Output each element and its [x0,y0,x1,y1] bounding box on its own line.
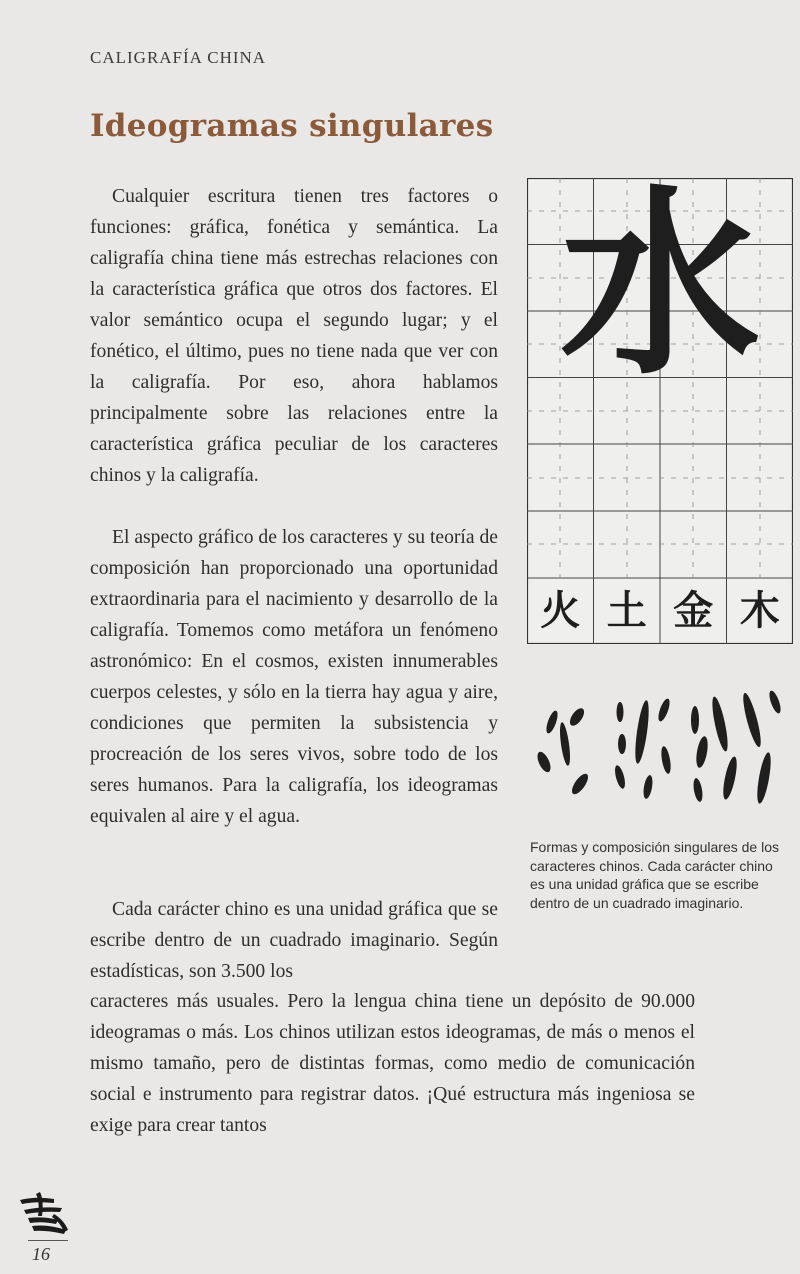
section-title: Ideogramas singulares [90,108,494,144]
element-character: 土 [606,588,647,634]
page-number-rule [28,1240,68,1241]
running-header: CALIGRAFÍA CHINA [90,48,267,67]
character-grid-figure [527,169,793,644]
page-number: 16 [32,1244,50,1264]
calligraphy-logo-icon [14,1190,74,1238]
element-character: 火 [540,588,581,634]
paragraph-3: Cada carácter chino es una unidad gráfica que se escribe dentro de un cuadrado imaginario. Según estadísticas, son 3.500 los [90,899,498,982]
paragraph-2: El aspecto gráfico de los caracteres y su teoría de composición han proporcionado una oportunidad extraordinaria para el nacimiento y desarrollo de la caligrafía. Tomemos como metáfora un fenómeno astronómico: En el cosmos, existen innumerables cuerpos celestes, y sólo en la tierra hay agua y aire, condiciones que permiten la subsistencia y procreación de los seres vivos, sobre todo de los seres humanos. Para la caligrafía, los ideogramas equivalen al aire y el agua. [90,527,498,827]
element-characters-row [527,578,793,644]
paragraph-1: Cualquier escritura tienen tres factores o funciones: gráfica, fonética y semántica. La caligrafía china tiene más estrechas relaciones con la característica gráfica que otros dos factores. El valor semántico ocupa el segundo lugar; y el fonético, el último, pues no tiene nada que ver con la caligrafía. Por eso, ahora hablamos principalmente sobre las relaciones entre la característica gráfica peculiar de los caracteres chinos y la caligrafía. [90,186,498,486]
water-character: 水 [559,169,760,402]
figure-caption: Formas y composición singulares de los caracteres chinos. Cada carácter chino es una unidad gráfica que se escribe dentro de un cuadrado imaginario. [530,839,779,911]
paragraph-4: caracteres más usuales. Pero la lengua china tiene un depósito de 90.000 ideogramas o más. Los chinos utilizan estos ideogramas, de más o menos el mismo tamaño, pero de distintas formas, como medio de comunicación social e instrumento para registrar datos. ¡Qué estructura más ingeniosa se exige para crear tantos [90,991,695,1136]
element-character: 木 [739,588,780,634]
ancient-water-glyphs-illustration [530,682,790,812]
element-character: 金 [673,588,714,634]
